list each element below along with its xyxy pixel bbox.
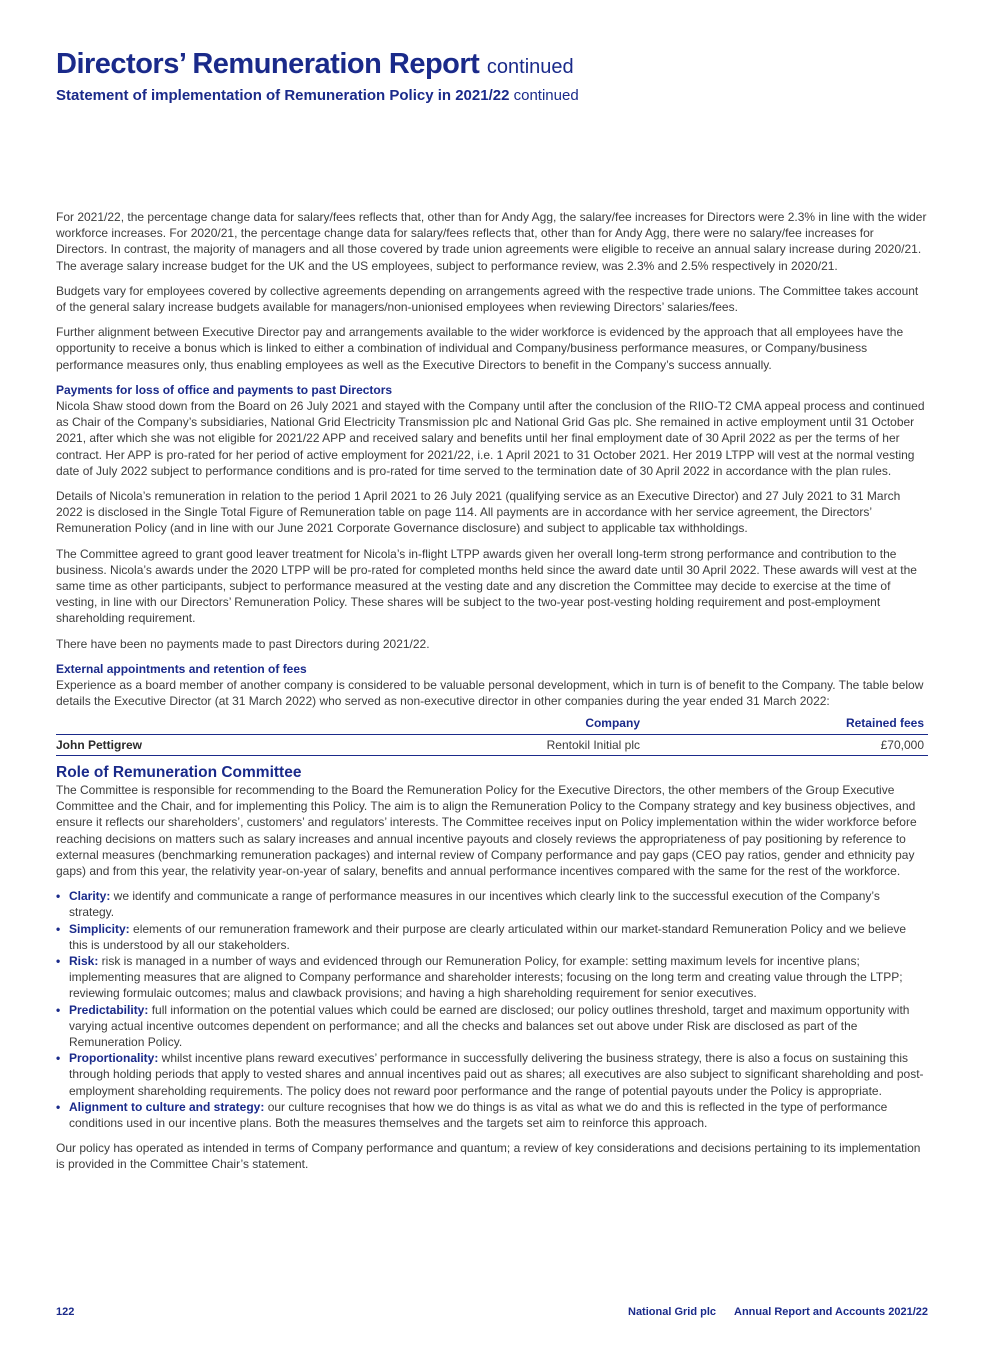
external-appointments-paragraph: Experience as a board member of another company is considered to be valuable personal development, which in turn is of benefit to the Company. The table below details the Executive Director (at 31 March 2022) who served as non-executive director in other companies during the year ended 31 March 2022: [56, 678, 924, 709]
table-header-company: Company [440, 713, 644, 734]
subtitle-text: Statement of implementation of Remuneration Policy in 2021/22 [56, 87, 510, 104]
bullet-text: our culture recognises that how we do things is as vital as what we do and this is reflected in the type of performance conditions used in our incentive plans. Both the measures themselves and the targets set aim to reinforce this approach. [69, 1099, 888, 1130]
director-name: John Pettigrew [56, 734, 440, 755]
bullet-icon: • [56, 1099, 61, 1114]
title-suffix: continued [486, 56, 574, 78]
retained-fees-table [56, 713, 928, 755]
list-item [56, 921, 928, 953]
bullet-lead: Predictability: [69, 1002, 149, 1017]
table-header-blank [56, 713, 440, 734]
table-header-row [56, 713, 928, 734]
list-item [56, 1002, 928, 1051]
bullet-lead: Clarity: [69, 889, 111, 904]
bullet-icon: • [56, 1051, 61, 1066]
list-item [56, 953, 928, 1002]
loss-of-office-paragraph: Details of Nicola’s remuneration in relation to the period 1 April 2021 to 26 July 2021 (qualifying service as an Executive Director) and 27 July 2021 to 31 March 2022 is disclosed in the Single Total Figure of Remuneration table on page 114. All payments are in accordance with her service agreement, the Directors’ Remuneration Policy (and in line with our June 2021 Corporate Governance disclosure) and subject to applicable tax withholdings. [56, 489, 901, 536]
external-appointments-heading: External appointments and retention of fees [56, 661, 307, 676]
bullet-lead: Proportionality: [69, 1051, 159, 1066]
footer-report: Annual Report and Accounts 2021/22 [734, 1306, 928, 1318]
page-number: 122 [56, 1306, 75, 1318]
intro-paragraph: For 2021/22, the percentage change data for salary/fees reflects that, other than for Andy Agg, the salary/fee increases for Directors were 2.3% in line with the wider workforce increases. For 2020/21, the percentage change data for salary/fees reflects that, other than for Andy Agg, there were no salary/fee increases for Directors. In contrast, the majority of managers and all those covered by trade union agreements were eligible to receive an annual salary increase during 2020/21. The average salary increase budget for the UK and the US employees, subject to performance review, was 2.3% and 2.5% respectively in 2020/21. [56, 210, 927, 273]
principles-list [56, 888, 928, 1131]
bullet-text: whilst incentive plans reward executives’ performance in successfully delivering the business strategy, there is also a focus on sustaining this through holding periods that apply to vested shares and annual incentives paid out as shares; all executives are also subject to significant shareholding and post-employment shareholding requirements. The policy does not reward poor performance and the range of potential payouts under the Policy is appropriate. [69, 1051, 924, 1098]
bullet-icon: • [56, 1002, 61, 1017]
role-heading: Role of Remuneration Committee [56, 763, 302, 781]
page-subtitle [56, 87, 579, 104]
loss-of-office-heading: Payments for loss of office and payments to past Directors [56, 382, 393, 397]
bullet-lead: Risk: [69, 953, 99, 968]
footer-company: National Grid plc [628, 1306, 717, 1318]
list-item [56, 1099, 928, 1131]
bullet-icon: • [56, 921, 61, 936]
bullet-lead: Simplicity: [69, 921, 130, 936]
bullet-text: risk is managed in a number of ways and evidenced through our Remuneration Policy, for example: setting maximum levels for incentive plans; implementing measures that are aligned to Company performance and shareholder interests; focusing on the long term and creating value through the LTPP; reviewing formulaic outcomes; malus and clawback provisions; and having a high shareholding requirement for senior executives. [69, 953, 903, 1001]
footer-right [610, 1306, 928, 1318]
loss-of-office-paragraph: The Committee agreed to grant good leaver treatment for Nicola’s in-flight LTPP awards given her overall long-term strong performance and contribution to the business. Nicola’s awards under the 2020 LTPP will be pro-rated for completed months held since the award date until 30 April 2022. These awards will vest at the same time as other participants, subject to performance measured at the vesting date and any discretion the Committee may decide to exercise at the time of vesting, in line with our Directors’ Remuneration Policy. These shares will be subject to the two-year post-vesting holding requirement and post-employment shareholding requirement. [56, 546, 917, 626]
title-text: Directors’ Remuneration Report [56, 48, 480, 80]
table-row [56, 734, 928, 755]
subtitle-suffix: continued [513, 87, 579, 104]
bullet-text: full information on the potential values which could be earned are disclosed; our policy outlines threshold, target and maximum opportunity with varying actual incentive outcomes dependent on performance; and all the checks and balances set out above under Risk are disclosed as part of the Remuneration Policy. [69, 1002, 910, 1049]
loss-of-office-paragraph: Nicola Shaw stood down from the Board on 26 July 2021 and stayed with the Company until after the conclusion of the RIIO-T2 CMA appeal process and continued as Chair of the Company’s subsidiaries, National Grid Electricity Transmission plc and National Grid Gas plc. She remained in active employment until 31 October 2021, after which she was not eligible for 2021/22 APP and received salary and benefits until her final employment date of 30 April 2022 as per the terms of her contract. Her APP is pro-rated for her period of active employment for 2021/22, i.e. 1 April 2021 to 31 October 2021. Her 2019 LTPP will vest at the normal vesting date of July 2022 subject to performance conditions and is pro-rated for time served to the termination date of 30 April 2022 in accordance with the plan rules. [56, 399, 925, 478]
intro-paragraph: Further alignment between Executive Director pay and arrangements available to the wider workforce is evidenced by the approach that all employees have the opportunity to receive a bonus which is linked to either a combination of individual and Company/business performance measures, or Company/business performance measures only, thus enabling employees as well as the Executive Directors to benefit in the Company’s success annually. [56, 325, 904, 372]
table-header-fees: Retained fees [644, 713, 928, 734]
list-item [56, 1050, 928, 1099]
closing-paragraph: Our policy has operated as intended in terms of Company performance and quantum; a review of key considerations and decisions pertaining to its implementation is provided in the Committee Chair’s statement. [56, 1141, 921, 1172]
bullet-icon: • [56, 953, 61, 968]
loss-of-office-paragraph: There have been no payments made to past Directors during 2021/22. [56, 636, 430, 651]
bullet-icon: • [56, 889, 61, 904]
list-item [56, 888, 928, 920]
body-content [56, 209, 928, 1182]
role-paragraph: The Committee is responsible for recommending to the Board the Remuneration Policy for the Executive Directors, the other members of the Group Executive Committee and the Chair, and for implementing this Policy. The aim is to align the Remuneration Policy to the Company strategy and key business objectives, and ensure it reflects our shareholders’, customers’ and regulators’ interests. The Committee receives input on Policy implementation within the wider workforce before reaching decisions on matters such as salary increases and annual incentive payouts and closely reviews the appropriateness of pay positioning by reference to external measures (benchmarking remuneration packages) and internal review of Company performance and pay gaps (CEO pay ratios, gender and ethnicity pay gaps) and from this year, the relativity year-on-year of salary, benefits and annual performance incentives compared with the same for the rest of the workforce. [56, 782, 917, 878]
fees-cell: £70,000 [644, 734, 928, 755]
bullet-text: elements of our remuneration framework and their purpose are clearly articulated within our market-standard Remuneration Policy and we believe this is understood by all our stakeholders. [69, 921, 907, 952]
bullet-text: we identify and communicate a range of performance measures in our incentives which clearly link to the successful execution of the Company’s strategy. [69, 889, 880, 920]
bullet-lead: Alignment to culture and strategy: [69, 1099, 265, 1114]
page-title [56, 48, 574, 81]
intro-paragraph: Budgets vary for employees covered by collective agreements depending on arrangements agreed with the respective trade unions. The Committee takes account of the general salary increase budgets available for managers/non-unionised employees when reviewing Directors’ salaries/fees. [56, 283, 919, 315]
company-cell: Rentokil Initial plc [440, 734, 644, 755]
